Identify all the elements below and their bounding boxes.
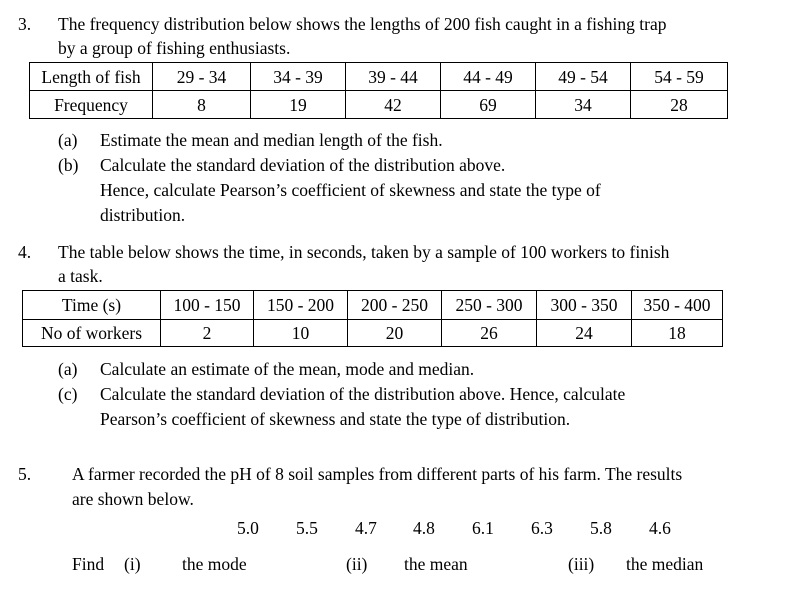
part-label: (iii) [568,554,595,574]
table-cell: 150 - 200 [254,291,348,320]
table-cell: 18 [632,320,723,347]
table-cell: 34 - 39 [251,63,346,91]
part-label: (i) [124,554,141,574]
table-cell: Length of fish [30,63,153,91]
ph-value: 4.7 [355,518,377,538]
question-text: by a group of fishing enthusiasts. [58,38,291,58]
table-cell: 200 - 250 [348,291,442,320]
table-cell: 350 - 400 [632,291,723,320]
table-cell: 24 [537,320,632,347]
ph-value: 4.8 [413,518,435,538]
part-text: Calculate the standard deviation of the distribution above. Hence, calculate [100,384,626,404]
table-cell: 250 - 300 [442,291,537,320]
table-header-row [30,63,728,91]
part-label: (c) [58,384,78,404]
ph-value: 5.5 [296,518,318,538]
ph-value: 5.0 [237,518,259,538]
ph-value: 6.3 [531,518,553,538]
question-number: 5. [18,464,32,484]
table-cell: 44 - 49 [441,63,536,91]
table-cell: 49 - 54 [536,63,631,91]
part-text: Pearson’s coefficient of skewness and state the type of distribution. [100,409,571,429]
table-cell: 34 [536,91,631,119]
workers-time-table [22,290,723,347]
table-cell: 39 - 44 [346,63,441,91]
part-text: Calculate the standard deviation of the distribution above. [100,155,506,175]
question-number: 3. [18,14,32,34]
ph-value: 4.6 [649,518,671,538]
table-cell: 100 - 150 [161,291,254,320]
part-text: the median [626,554,704,574]
table-cell: 10 [254,320,348,347]
part-text: the mode [182,554,247,574]
ph-value: 6.1 [472,518,494,538]
table-cell: No of workers [23,320,161,347]
table-cell: 2 [161,320,254,347]
part-text: Calculate an estimate of the mean, mode and median. [100,359,475,379]
fish-frequency-table [29,62,728,119]
question-text: The table below shows the time, in seconds, taken by a sample of 100 workers to finish [58,242,670,262]
table-row [23,320,723,347]
table-cell: 300 - 350 [537,291,632,320]
part-label: (a) [58,130,78,150]
table-cell: 28 [631,91,728,119]
question-text: a task. [58,266,103,286]
question-text: A farmer recorded the pH of 8 soil samples from different parts of his farm. The results [72,464,683,484]
part-label: (b) [58,155,79,175]
table-cell: 19 [251,91,346,119]
table-header-row [23,291,723,320]
table-cell: 8 [153,91,251,119]
table-row [30,91,728,119]
table-cell: Frequency [30,91,153,119]
table-cell: 26 [442,320,537,347]
part-label: (ii) [346,554,368,574]
find-label: Find [72,554,105,574]
part-text: the mean [404,554,468,574]
part-text: Estimate the mean and median length of the fish. [100,130,443,150]
table-cell: 20 [348,320,442,347]
part-label: (a) [58,359,78,379]
question-text: The frequency distribution below shows the lengths of 200 fish caught in a fishing trap [58,14,667,34]
table-cell: 29 - 34 [153,63,251,91]
table-cell: 54 - 59 [631,63,728,91]
table-cell: 42 [346,91,441,119]
ph-value: 5.8 [590,518,612,538]
question-text: are shown below. [72,489,194,509]
table-cell: 69 [441,91,536,119]
table-cell: Time (s) [23,291,161,320]
part-text: distribution. [100,205,186,225]
part-text: Hence, calculate Pearson’s coefficient of skewness and state the type of [100,180,601,200]
question-number: 4. [18,242,32,262]
